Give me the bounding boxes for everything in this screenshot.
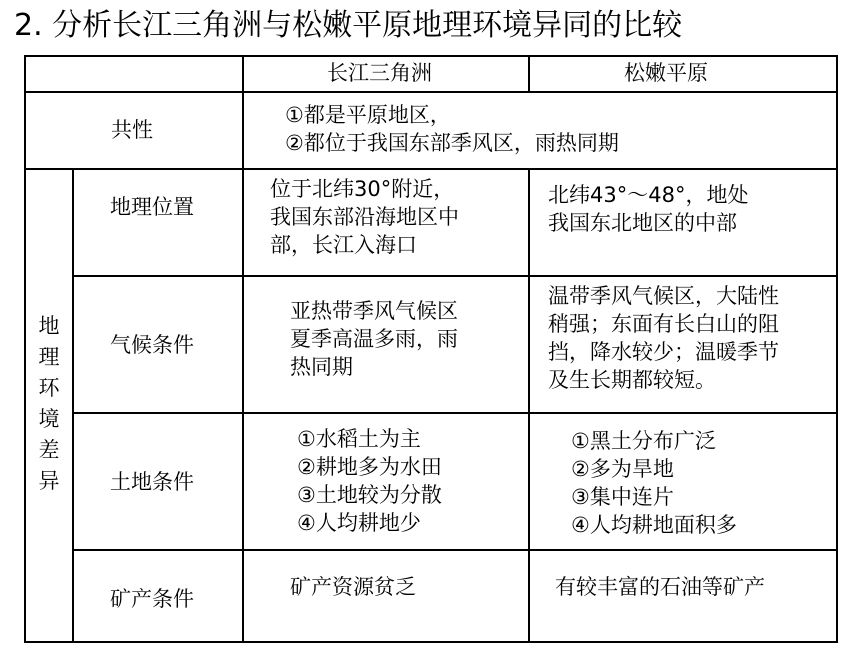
table-rule (72, 412, 836, 414)
land-col-a (297, 425, 442, 537)
cell-line: 稍强；东面有长白山的阻 (548, 312, 779, 336)
common-line: ①都是平原地区， (285, 103, 451, 127)
header-col-b: 松嫩平原 (624, 61, 708, 85)
common-label: 共性 (111, 118, 153, 142)
row-label-location: 地理位置 (110, 195, 194, 219)
difference-label-char: 地 (38, 314, 60, 338)
cell-line: 温带季风气候区，大陆性 (548, 284, 779, 308)
cell-line: ①黑土分布广泛 (571, 429, 716, 453)
location-col-b (548, 181, 748, 237)
page-title: 2. 分析长江三角洲与松嫩平原地理环境异同的比较 (14, 8, 683, 43)
cell-line: 夏季高温多雨，雨 (290, 327, 458, 351)
cell-line: ①水稻土为主 (297, 427, 421, 451)
common-line: ②都位于我国东部季风区，雨热同期 (285, 131, 619, 155)
table-rule (528, 57, 530, 91)
cell-line: 挡，降水较少；温暖季节 (548, 340, 779, 364)
minerals-col-a (290, 573, 416, 601)
cell-line: 有较丰富的石油等矿产 (555, 575, 765, 599)
table-rule (72, 549, 836, 551)
difference-label-char: 境 (38, 407, 60, 431)
cell-line: ④人均耕地少 (297, 511, 421, 535)
table-rule (528, 168, 530, 643)
row-label-minerals: 矿产条件 (110, 587, 194, 611)
cell-line: ③集中连片 (571, 485, 674, 509)
difference-label-char: 环 (38, 376, 60, 400)
location-col-a (270, 175, 459, 259)
cell-line: 热同期 (290, 355, 353, 379)
climate-col-b (548, 282, 779, 394)
cell-line: 部，长江入海口 (270, 233, 417, 257)
minerals-col-b (555, 573, 765, 601)
cell-line: 亚热带季风气候区 (290, 299, 458, 323)
table-rule (242, 57, 244, 643)
table-rule (72, 275, 836, 277)
cell-line: ④人均耕地面积多 (571, 513, 737, 537)
land-col-b (571, 427, 737, 539)
table-rule (26, 168, 836, 170)
cell-line: ②多为旱地 (571, 457, 674, 481)
table-rule (26, 91, 836, 93)
comparison-table (24, 55, 838, 643)
common-content (285, 101, 619, 157)
cell-line: 我国东部沿海地区中 (270, 205, 459, 229)
climate-col-a (290, 297, 458, 381)
cell-line: 位于北纬30°附近， (270, 177, 455, 201)
cell-line: ③土地较为分散 (297, 483, 442, 507)
difference-group-label (37, 311, 61, 497)
cell-line: ②耕地多为水田 (297, 455, 442, 479)
cell-line: 矿产资源贫乏 (290, 575, 416, 599)
cell-line: 及生长期都较短。 (548, 368, 716, 392)
row-label-land: 土地条件 (110, 470, 194, 494)
cell-line: 我国东北地区的中部 (548, 211, 737, 235)
header-col-a: 长江三角洲 (327, 61, 432, 85)
row-label-climate: 气候条件 (110, 333, 194, 357)
difference-label-char: 异 (38, 469, 60, 493)
difference-label-char: 差 (38, 438, 60, 462)
cell-line: 北纬43°～48°，地处 (548, 183, 749, 207)
table-rule (72, 168, 74, 643)
difference-label-char: 理 (38, 345, 60, 369)
